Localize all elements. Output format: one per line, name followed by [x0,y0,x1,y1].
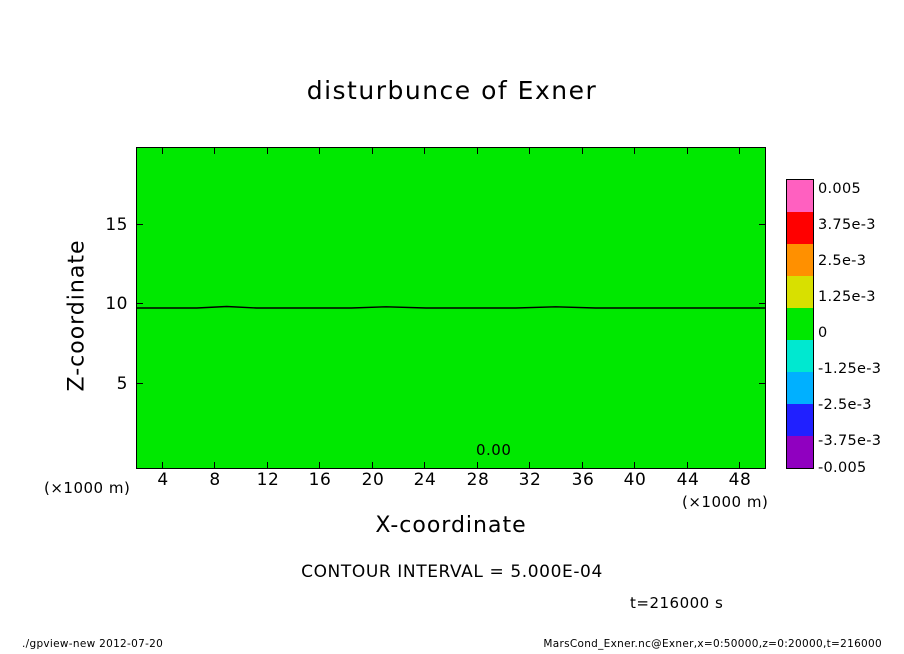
x-tick [739,147,740,154]
x-tick [162,462,163,469]
colorbar-label: 3.75e-3 [818,217,876,233]
colorbar-label: 2.5e-3 [818,253,867,269]
y-tick-label: 5 [116,374,128,394]
x-tick-label: 32 [518,470,542,490]
x-tick [372,462,373,469]
x-tick [634,147,635,154]
colorbar [786,179,814,469]
colorbar-swatch [787,276,813,308]
x-tick [424,147,425,154]
x-axis-title: X-coordinate [375,513,527,538]
x-tick-label: 40 [623,470,647,490]
x-tick-label: 44 [676,470,700,490]
x-tick [687,147,688,154]
x-tick [424,462,425,469]
x-tick [634,462,635,469]
x-tick [214,147,215,154]
x-tick [529,462,530,469]
contour-label: 0.00 [473,441,514,459]
colorbar-label: -3.75e-3 [818,433,882,449]
x-tick-label: 4 [157,470,169,490]
x-tick [162,147,163,154]
x-tick [267,147,268,154]
colorbar-label: -2.5e-3 [818,397,872,413]
x-tick-label: 16 [308,470,332,490]
y-tick [759,383,766,384]
x-tick-label: 36 [571,470,595,490]
time-annotation: t=216000 s [630,594,724,612]
x-tick-label: 28 [466,470,490,490]
colorbar-swatch [787,436,813,468]
y-tick [759,303,766,304]
x-tick-label: 8 [209,470,221,490]
y-tick [136,224,143,225]
x-tick-label: 20 [361,470,385,490]
plot-area [136,147,766,469]
x-axis-units: (×1000 m) [682,493,769,511]
x-tick [477,462,478,469]
y-axis-title: Z-coordinate [64,239,90,392]
x-tick [319,147,320,154]
colorbar-label: -0.005 [818,460,867,476]
colorbar-label: 1.25e-3 [818,289,876,305]
y-tick-label: 15 [105,215,128,235]
y-tick [136,383,143,384]
x-tick-label: 24 [413,470,437,490]
y-tick [136,303,143,304]
footer-right-text: MarsCond_Exner.nc@Exner,x=0:50000,z=0:20000,t=216000 [543,638,882,650]
z-axis-units: (×1000 m) [44,479,131,497]
x-tick [582,462,583,469]
x-tick [582,147,583,154]
x-tick-label: 12 [256,470,280,490]
page-title: disturbunce of Exner [306,76,598,105]
y-tick-label: 10 [105,294,128,314]
x-tick [529,147,530,154]
colorbar-swatch [787,340,813,372]
x-tick [214,462,215,469]
colorbar-swatch [787,212,813,244]
colorbar-swatch [787,244,813,276]
colorbar-swatch [787,372,813,404]
colorbar-swatch [787,180,813,212]
x-tick [477,147,478,154]
colorbar-swatch [787,404,813,436]
x-tick [687,462,688,469]
colorbar-swatch [787,308,813,340]
x-tick [319,462,320,469]
footer-left-text: ./gpview-new 2012-07-20 [22,638,164,650]
colorbar-label: -1.25e-3 [818,361,882,377]
x-tick [267,462,268,469]
x-tick-label: 48 [728,470,752,490]
colorbar-label: 0 [818,325,828,341]
colorbar-label: 0.005 [818,181,862,197]
contour-line-zero [137,148,765,468]
contour-interval-label: CONTOUR INTERVAL = 5.000E-04 [301,562,603,582]
x-tick [739,462,740,469]
x-tick [372,147,373,154]
y-tick [759,224,766,225]
